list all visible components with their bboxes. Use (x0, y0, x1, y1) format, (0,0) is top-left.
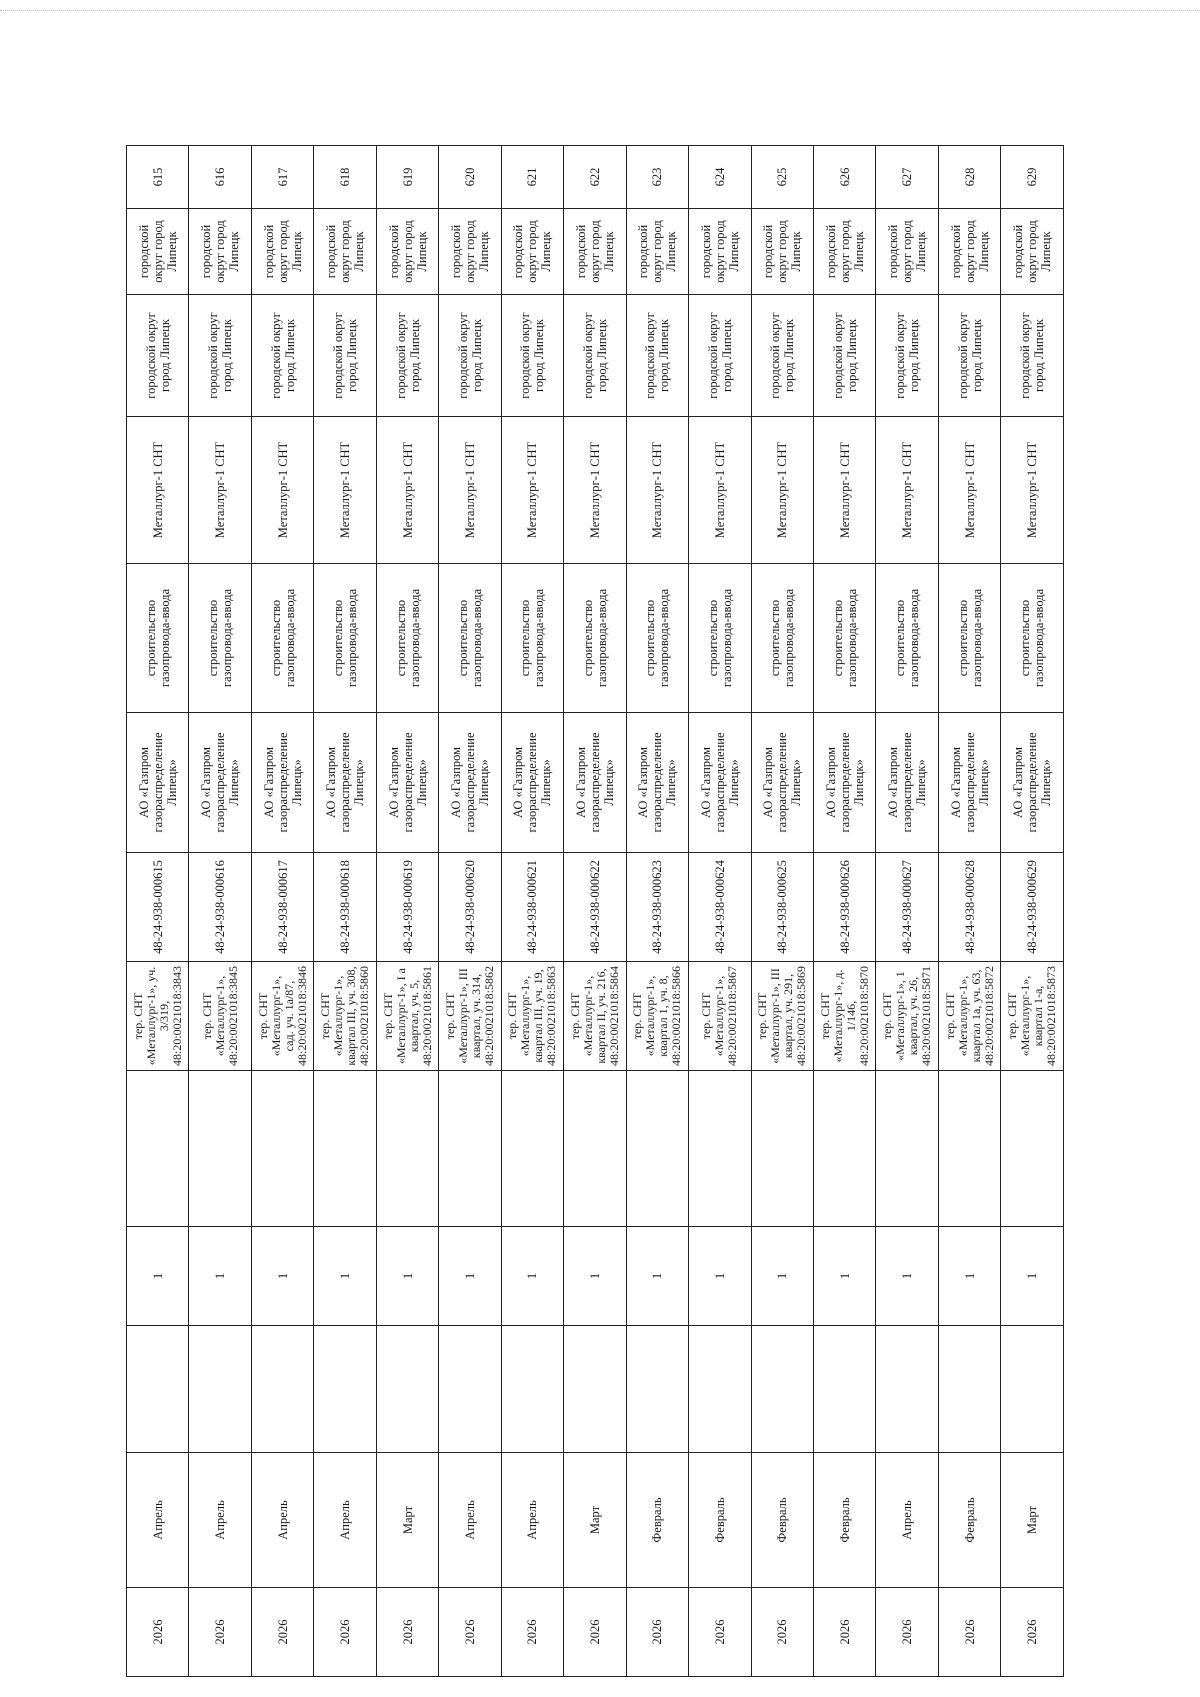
table-row (189, 146, 251, 1677)
cell-application-number: 48-24-938-000624 (689, 853, 751, 962)
cell-extra (501, 1326, 563, 1453)
table-row (501, 146, 563, 1677)
cell-municipality: городской округ город Липецк (189, 209, 251, 295)
cell-row-number: 615 (127, 146, 189, 209)
cell-settlement: городской округ город Липецк (813, 295, 875, 417)
cell-address: тер. СНТ «Металлург-1», 48:20:0021018:3845 (189, 962, 251, 1071)
cell-quantity: 1 (751, 1227, 813, 1326)
cell-empty (189, 1071, 251, 1227)
cell-month: Апрель (127, 1453, 189, 1588)
cell-row-number: 616 (189, 146, 251, 209)
cell-year: 2026 (501, 1588, 563, 1677)
cell-month: Апрель (439, 1453, 501, 1588)
cell-quantity: 1 (938, 1227, 1000, 1326)
cell-row-number: 624 (689, 146, 751, 209)
cell-extra (127, 1326, 189, 1453)
cell-work-type: строительство газопровода-ввода (127, 564, 189, 713)
cell-locality: Металлург-1 СНТ (1001, 417, 1063, 564)
cell-municipality: городской округ город Липецк (1001, 209, 1063, 295)
cell-work-type: строительство газопровода-ввода (938, 564, 1000, 713)
cell-address: тер. СНТ «Металлург-1», квартал II, уч. 216, 48:20:0021018:5864 (564, 962, 626, 1071)
cell-extra (376, 1326, 438, 1453)
cell-company: АО «Газпром газораспределение Липецк» (251, 713, 313, 853)
cell-company: АО «Газпром газораспределение Липецк» (376, 713, 438, 853)
cell-locality: Металлург-1 СНТ (127, 417, 189, 564)
cell-year: 2026 (1001, 1588, 1063, 1677)
cell-extra (626, 1326, 688, 1453)
cell-month: Февраль (626, 1453, 688, 1588)
cell-company: АО «Газпром газораспределение Липецк» (564, 713, 626, 853)
cell-application-number: 48-24-938-000621 (501, 853, 563, 962)
cell-company: АО «Газпром газораспределение Липецк» (439, 713, 501, 853)
cell-settlement: городской округ город Липецк (938, 295, 1000, 417)
table-row (938, 146, 1000, 1677)
cell-settlement: городской округ город Липецк (251, 295, 313, 417)
cell-year: 2026 (189, 1588, 251, 1677)
cell-row-number: 627 (876, 146, 938, 209)
cell-month: Апрель (876, 1453, 938, 1588)
table-row (626, 146, 688, 1677)
cell-year: 2026 (751, 1588, 813, 1677)
cell-year: 2026 (439, 1588, 501, 1677)
cell-row-number: 617 (251, 146, 313, 209)
cell-municipality: городской округ город Липецк (751, 209, 813, 295)
cell-company: АО «Газпром газораспределение Липецк» (938, 713, 1000, 853)
cell-year: 2026 (813, 1588, 875, 1677)
cell-month: Апрель (501, 1453, 563, 1588)
cell-row-number: 623 (626, 146, 688, 209)
cell-municipality: городской округ город Липецк (251, 209, 313, 295)
cell-address: тер. СНТ «Металлург-1», I а квартал, уч. 5, 48:20:0021018:5861 (376, 962, 438, 1071)
cell-company: АО «Газпром газораспределение Липецк» (689, 713, 751, 853)
cell-year: 2026 (376, 1588, 438, 1677)
cell-settlement: городской округ город Липецк (751, 295, 813, 417)
cell-empty (751, 1071, 813, 1227)
cell-municipality: городской округ город Липецк (127, 209, 189, 295)
cell-settlement: городской округ город Липецк (626, 295, 688, 417)
rotated-table-wrapper (126, 146, 1063, 1677)
cell-locality: Металлург-1 СНТ (876, 417, 938, 564)
cell-extra (251, 1326, 313, 1453)
cell-extra (439, 1326, 501, 1453)
cell-municipality: городской округ город Липецк (938, 209, 1000, 295)
table-row (439, 146, 501, 1677)
cell-empty (439, 1071, 501, 1227)
cell-year: 2026 (689, 1588, 751, 1677)
cell-quantity: 1 (689, 1227, 751, 1326)
cell-municipality: городской округ город Липецк (626, 209, 688, 295)
cell-municipality: городской округ город Липецк (564, 209, 626, 295)
cell-application-number: 48-24-938-000627 (876, 853, 938, 962)
cell-empty (876, 1071, 938, 1227)
cell-address: тер. СНТ «Металлург-1», сад. уч. 1а/87, 48:20:0021018:3846 (251, 962, 313, 1071)
cell-application-number: 48-24-938-000628 (938, 853, 1000, 962)
cell-empty (564, 1071, 626, 1227)
cell-address: тер. СНТ «Металлург-1», III квартал, уч. 314, 48:20:0021018:5862 (439, 962, 501, 1071)
cell-address: тер. СНТ «Металлург-1», квартал III, уч. 19, 48:20:0021018:5863 (501, 962, 563, 1071)
cell-work-type: строительство газопровода-ввода (376, 564, 438, 713)
cell-address: тер. СНТ «Металлург-1», квартал 1, уч. 8, 48:20:0021018:5866 (626, 962, 688, 1071)
table-row (689, 146, 751, 1677)
cell-municipality: городской округ город Липецк (314, 209, 376, 295)
cell-company: АО «Газпром газораспределение Липецк» (501, 713, 563, 853)
cell-empty (813, 1071, 875, 1227)
cell-extra (189, 1326, 251, 1453)
cell-year: 2026 (564, 1588, 626, 1677)
cell-municipality: городской округ город Липецк (876, 209, 938, 295)
cell-municipality: городской округ город Липецк (376, 209, 438, 295)
cell-work-type: строительство газопровода-ввода (564, 564, 626, 713)
cell-work-type: строительство газопровода-ввода (751, 564, 813, 713)
cell-month: Апрель (314, 1453, 376, 1588)
cell-quantity: 1 (501, 1227, 563, 1326)
cell-settlement: городской округ город Липецк (314, 295, 376, 417)
cell-work-type: строительство газопровода-ввода (251, 564, 313, 713)
cell-application-number: 48-24-938-000615 (127, 853, 189, 962)
cell-address: тер. СНТ «Металлург-1», 48:20:0021018:5867 (689, 962, 751, 1071)
cell-application-number: 48-24-938-000626 (813, 853, 875, 962)
cell-extra (813, 1326, 875, 1453)
cell-month: Апрель (251, 1453, 313, 1588)
cell-row-number: 620 (439, 146, 501, 209)
cell-company: АО «Газпром газораспределение Липецк» (1001, 713, 1063, 853)
cell-empty (314, 1071, 376, 1227)
cell-work-type: строительство газопровода-ввода (689, 564, 751, 713)
cell-application-number: 48-24-938-000618 (314, 853, 376, 962)
cell-application-number: 48-24-938-000620 (439, 853, 501, 962)
cell-work-type: строительство газопровода-ввода (189, 564, 251, 713)
cell-municipality: городской округ город Липецк (501, 209, 563, 295)
cell-quantity: 1 (626, 1227, 688, 1326)
cell-municipality: городской округ город Липецк (689, 209, 751, 295)
cell-month: Март (1001, 1453, 1063, 1588)
cell-application-number: 48-24-938-000616 (189, 853, 251, 962)
cell-quantity: 1 (564, 1227, 626, 1326)
cell-locality: Металлург-1 СНТ (189, 417, 251, 564)
cell-application-number: 48-24-938-000619 (376, 853, 438, 962)
cell-quantity: 1 (376, 1227, 438, 1326)
cell-quantity: 1 (1001, 1227, 1063, 1326)
cell-application-number: 48-24-938-000623 (626, 853, 688, 962)
cell-empty (1001, 1071, 1063, 1227)
cell-year: 2026 (938, 1588, 1000, 1677)
table-row (564, 146, 626, 1677)
cell-locality: Металлург-1 СНТ (689, 417, 751, 564)
cell-locality: Металлург-1 СНТ (751, 417, 813, 564)
cell-empty (376, 1071, 438, 1227)
cell-extra (938, 1326, 1000, 1453)
cell-application-number: 48-24-938-000625 (751, 853, 813, 962)
cell-empty (251, 1071, 313, 1227)
cell-settlement: городской округ город Липецк (501, 295, 563, 417)
cell-row-number: 626 (813, 146, 875, 209)
cell-month: Март (564, 1453, 626, 1588)
cell-extra (564, 1326, 626, 1453)
cell-row-number: 618 (314, 146, 376, 209)
cell-row-number: 622 (564, 146, 626, 209)
table-row (876, 146, 938, 1677)
cell-company: АО «Газпром газораспределение Липецк» (876, 713, 938, 853)
cell-year: 2026 (626, 1588, 688, 1677)
cell-locality: Металлург-1 СНТ (314, 417, 376, 564)
cell-company: АО «Газпром газораспределение Липецк» (127, 713, 189, 853)
cell-month: Февраль (689, 1453, 751, 1588)
cell-settlement: городской округ город Липецк (689, 295, 751, 417)
cell-locality: Металлург-1 СНТ (938, 417, 1000, 564)
cell-work-type: строительство газопровода-ввода (813, 564, 875, 713)
cell-empty (938, 1071, 1000, 1227)
cell-address: тер. СНТ «Металлург-1», квартал 1а, уч. 63, 48:20:0021018:5872 (938, 962, 1000, 1071)
cell-settlement: городской округ город Липецк (1001, 295, 1063, 417)
cell-extra (314, 1326, 376, 1453)
cell-quantity: 1 (189, 1227, 251, 1326)
gasification-schedule-table (126, 145, 1064, 1677)
cell-row-number: 621 (501, 146, 563, 209)
cell-year: 2026 (314, 1588, 376, 1677)
cell-locality: Металлург-1 СНТ (501, 417, 563, 564)
cell-month: Февраль (813, 1453, 875, 1588)
cell-month: Февраль (751, 1453, 813, 1588)
cell-address: тер. СНТ «Металлург-1», д. 1/146, 48:20:0021018:5870 (813, 962, 875, 1071)
cell-address: тер. СНТ «Металлург-1», 1 квартал, уч. 26, 48:20:0021018:5871 (876, 962, 938, 1071)
cell-quantity: 1 (439, 1227, 501, 1326)
table-row (751, 146, 813, 1677)
cell-locality: Металлург-1 СНТ (251, 417, 313, 564)
cell-locality: Металлург-1 СНТ (376, 417, 438, 564)
cell-address: тер. СНТ «Металлург-1», квартал III, уч. 308, 48:20:0021018:5860 (314, 962, 376, 1071)
cell-company: АО «Газпром газораспределение Липецк» (314, 713, 376, 853)
cell-extra (1001, 1326, 1063, 1453)
cell-month: Апрель (189, 1453, 251, 1588)
cell-work-type: строительство газопровода-ввода (439, 564, 501, 713)
cell-municipality: городской округ город Липецк (439, 209, 501, 295)
cell-work-type: строительство газопровода-ввода (314, 564, 376, 713)
cell-locality: Металлург-1 СНТ (439, 417, 501, 564)
cell-quantity: 1 (127, 1227, 189, 1326)
cell-row-number: 629 (1001, 146, 1063, 209)
cell-quantity: 1 (813, 1227, 875, 1326)
cell-work-type: строительство газопровода-ввода (1001, 564, 1063, 713)
cell-settlement: городской округ город Липецк (564, 295, 626, 417)
cell-company: АО «Газпром газораспределение Липецк» (189, 713, 251, 853)
cell-address: тер. СНТ «Металлург-1», квартал 1-а, 48:20:0021018:5873 (1001, 962, 1063, 1071)
cell-work-type: строительство газопровода-ввода (501, 564, 563, 713)
table-row (314, 146, 376, 1677)
cell-address: тер. СНТ «Металлург-1», III квартал, уч. 291, 48:20:0021018:5869 (751, 962, 813, 1071)
cell-locality: Металлург-1 СНТ (626, 417, 688, 564)
cell-company: АО «Газпром газораспределение Липецк» (751, 713, 813, 853)
cell-settlement: городской округ город Липецк (439, 295, 501, 417)
cell-address: тер. СНТ «Металлург-1», уч. 3/319, 48:20:0021018:3843 (127, 962, 189, 1071)
cell-empty (127, 1071, 189, 1227)
cell-settlement: городской округ город Липецк (376, 295, 438, 417)
cell-quantity: 1 (876, 1227, 938, 1326)
table-row (127, 146, 189, 1677)
cell-year: 2026 (127, 1588, 189, 1677)
cell-extra (751, 1326, 813, 1453)
cell-extra (876, 1326, 938, 1453)
table-row (1001, 146, 1063, 1677)
cell-quantity: 1 (251, 1227, 313, 1326)
table-row (251, 146, 313, 1677)
cell-company: АО «Газпром газораспределение Липецк» (813, 713, 875, 853)
cell-locality: Металлург-1 СНТ (564, 417, 626, 564)
cell-settlement: городской округ город Липецк (189, 295, 251, 417)
cell-row-number: 619 (376, 146, 438, 209)
cell-settlement: городской округ город Липецк (876, 295, 938, 417)
cell-work-type: строительство газопровода-ввода (626, 564, 688, 713)
cell-municipality: городской округ город Липецк (813, 209, 875, 295)
cell-month: Февраль (938, 1453, 1000, 1588)
cell-year: 2026 (876, 1588, 938, 1677)
cell-month: Март (376, 1453, 438, 1588)
cell-empty (501, 1071, 563, 1227)
cell-application-number: 48-24-938-000629 (1001, 853, 1063, 962)
cell-locality: Металлург-1 СНТ (813, 417, 875, 564)
cell-empty (689, 1071, 751, 1227)
cell-empty (626, 1071, 688, 1227)
cell-year: 2026 (251, 1588, 313, 1677)
cell-settlement: городской округ город Липецк (127, 295, 189, 417)
cell-row-number: 625 (751, 146, 813, 209)
cell-work-type: строительство газопровода-ввода (876, 564, 938, 713)
cell-quantity: 1 (314, 1227, 376, 1326)
cell-extra (689, 1326, 751, 1453)
scan-top-edge (0, 10, 1200, 11)
cell-company: АО «Газпром газораспределение Липецк» (626, 713, 688, 853)
cell-application-number: 48-24-938-000617 (251, 853, 313, 962)
table-row (813, 146, 875, 1677)
table-row (376, 146, 438, 1677)
cell-row-number: 628 (938, 146, 1000, 209)
cell-application-number: 48-24-938-000622 (564, 853, 626, 962)
